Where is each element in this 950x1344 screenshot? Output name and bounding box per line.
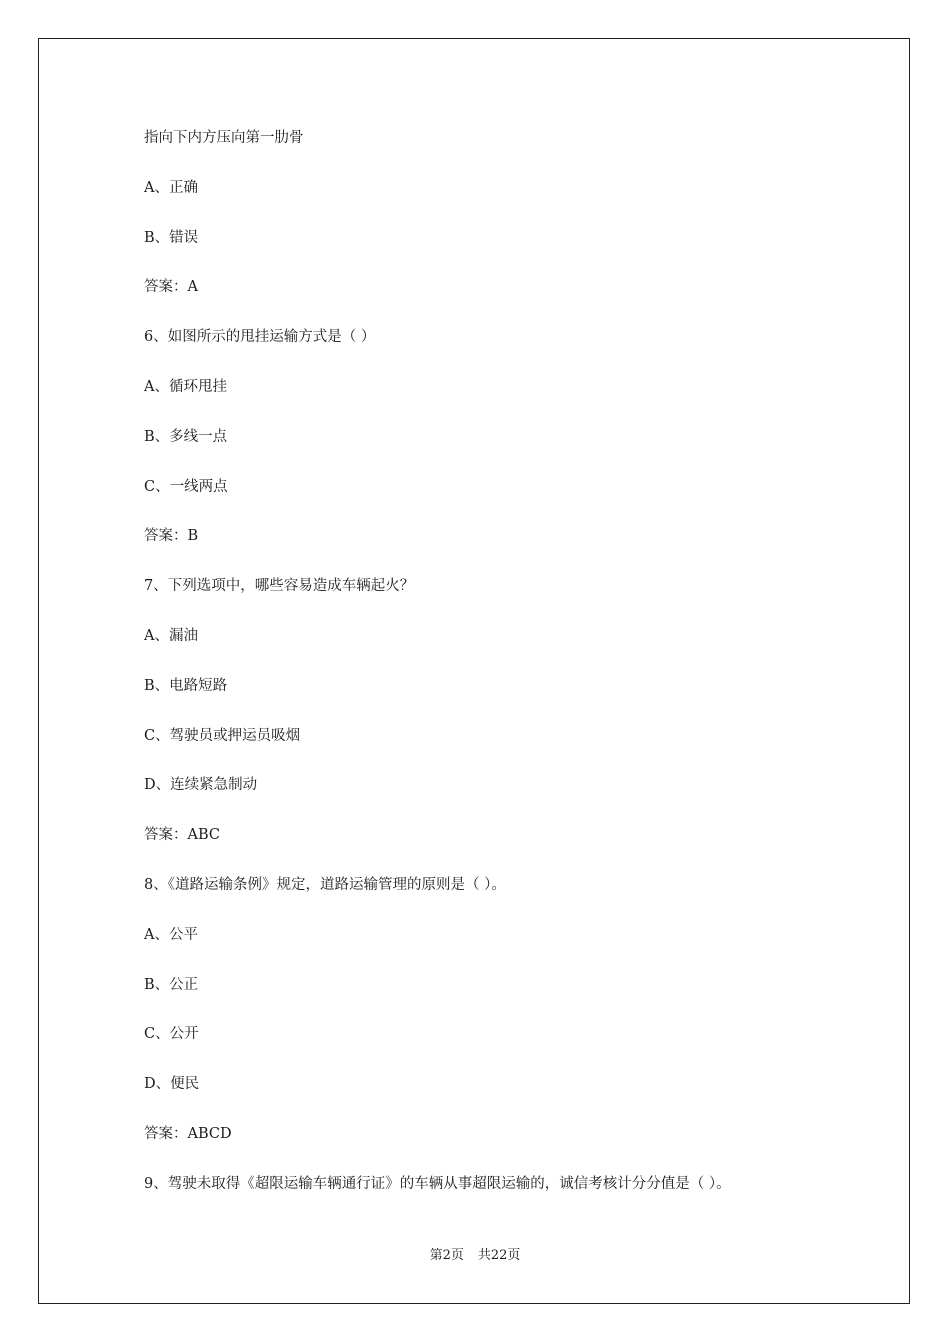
- answer-line: 答案：B: [144, 528, 199, 545]
- page-total: 共22页: [477, 1248, 521, 1263]
- option-line: A、正确: [144, 179, 198, 196]
- option-line: C、公开: [144, 1026, 199, 1043]
- option-line: A、循环甩挂: [144, 378, 227, 395]
- question-line: 8、《道路运输条例》规定，道路运输管理的原则是（ ）。: [144, 876, 506, 893]
- option-line: B、电路短路: [144, 677, 228, 694]
- page-footer: [0, 1246, 950, 1266]
- question-line: 6、如图所示的甩挂运输方式是（ ）: [144, 329, 376, 346]
- option-line: C、一线两点: [144, 478, 228, 495]
- answer-line: 答案：ABCD: [144, 1125, 232, 1142]
- option-line: B、错误: [144, 229, 199, 246]
- answer-line: 答案：ABC: [144, 827, 220, 844]
- option-line: A、漏油: [144, 627, 198, 644]
- text-line: 指向下内方压向第一肋骨: [144, 130, 304, 146]
- document-body: [144, 124, 864, 1220]
- option-line: D、连续紧急制动: [144, 777, 258, 794]
- option-line: A、公平: [144, 926, 198, 943]
- question-line: 7、下列选项中，哪些容易造成车辆起火？: [144, 578, 415, 595]
- option-line: C、驾驶员或押运员吸烟: [144, 727, 301, 744]
- option-line: B、公正: [144, 976, 199, 993]
- question-line: 9、驾驶未取得《超限运输车辆通行证》的车辆从事超限运输的，诚信考核计分分值是（ ）。: [144, 1175, 731, 1192]
- page-number: 第2页: [429, 1248, 464, 1263]
- option-line: B、多线一点: [144, 428, 228, 445]
- option-line: D、便民: [144, 1076, 200, 1093]
- answer-line: 答案：A: [144, 279, 198, 296]
